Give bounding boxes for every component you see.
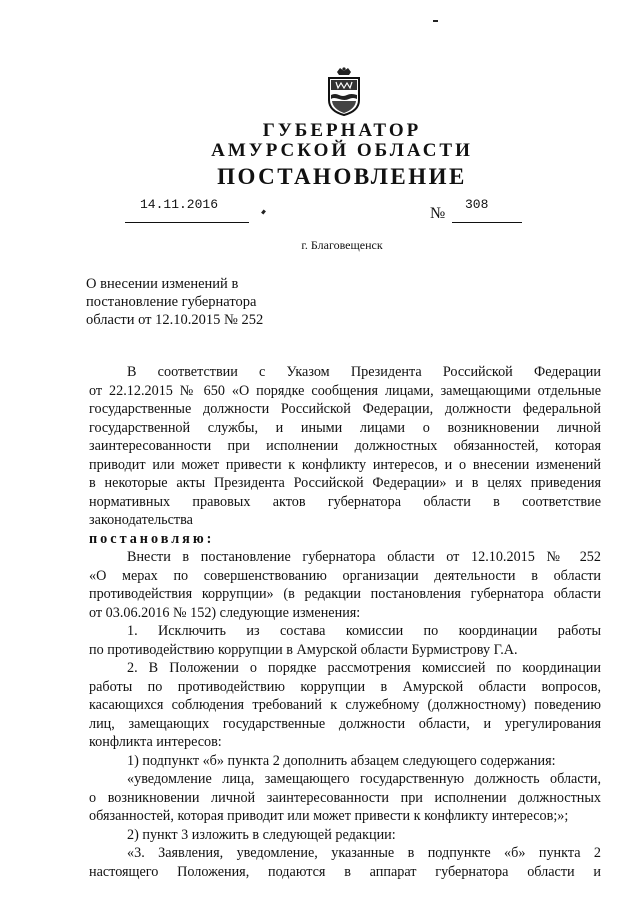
body-line: «уведомление лица, замещающего государственную должность области, [127,771,601,787]
document-number: 308 [465,197,489,212]
body-line: «3. Заявления, уведомление, указанные в подпункте «б» пункта 2 [127,845,601,861]
body-line: в некоторые акты Президента Российской Федерации» и в целях приведения [89,475,601,491]
body-line: «О мерах по совершенствованию организации деятельности в области [89,567,601,584]
body-line: Внести в постановление губернатора области от 12.10.2015 № 252 [127,549,601,565]
body-line: 2) пункт 3 изложить в следующей редакции: [127,826,396,843]
scan-speck [261,210,266,215]
resolve-word: постановляю: [89,530,215,547]
body-line: настоящего Положения, подаются в аппарат губернатора области и [89,863,601,880]
body-line: по противодействию коррупции в Амурской области Бурмистрову Г.А. [89,641,518,658]
body-line: лиц, замещающих государственные должности области, и урегулирования [89,715,601,732]
body-line: от 03.06.2016 № 152) следующие изменения: [89,604,361,621]
document-date: 14.11.2016 [140,197,219,212]
body-line: заинтересованности при исполнении должностных обязанностей, которая [89,438,601,454]
subject-line: области от 12.10.2015 № 252 [86,312,264,328]
body-line: о возникновении личной заинтересованности при исполнении должностных [89,789,601,806]
document-type: ПОСТАНОВЛЕНИЕ [217,164,467,189]
body-line: нормативных правовых актов губернатора области в соответствие [89,493,601,510]
body-line: работы по противодействию коррупции в Амурской области вопросов, [89,678,601,695]
coat-of-arms-icon [325,66,363,116]
document-subject [86,275,263,329]
body-line: от 22.12.2015 № 650 «О порядке сообщения лицами, замещающими отдельные [89,382,601,399]
city: г. Благовещенск [301,238,383,252]
body-line: 2. В Положении о порядке рассмотрения комиссией по координации [127,660,601,676]
subject-line: постановление губернатора [86,294,257,310]
document-body [89,363,601,881]
number-label: № [430,205,446,222]
body-line: В соответствии с Указом Президента Российской Федерации [127,364,601,380]
subject-line: О внесении изменений в [86,276,239,292]
body-line: противодействия коррупции» (в редакции постановления губернатора области [89,586,601,602]
body-line: государственной службы, и иными лицами о возникновении личной [89,419,601,436]
date-underline [125,222,249,223]
body-line: законодательства [89,512,193,528]
body-line: приводит или может привести к конфликту интересов, и о внесении изменений [89,456,601,473]
title-region: АМУРСКОЙ ОБЛАСТИ [211,140,473,161]
title-governor: ГУБЕРНАТОР [262,120,422,141]
body-line: конфликта интересов: [89,734,222,750]
body-line: касающихся соблюдения требований к служебному (должностному) поведению [89,697,601,713]
body-line: государственные должности Российской Федерации, должности федеральной [89,401,601,417]
scan-speck [433,20,438,22]
body-line: 1) подпункт «б» пункта 2 дополнить абзацем следующего содержания: [127,752,556,769]
body-line: 1. Исключить из состава комиссии по координации работы [127,623,601,639]
body-line: обязанностей, которая приводит или может привести к конфликту интересов;»; [89,808,569,824]
number-underline [452,222,522,223]
